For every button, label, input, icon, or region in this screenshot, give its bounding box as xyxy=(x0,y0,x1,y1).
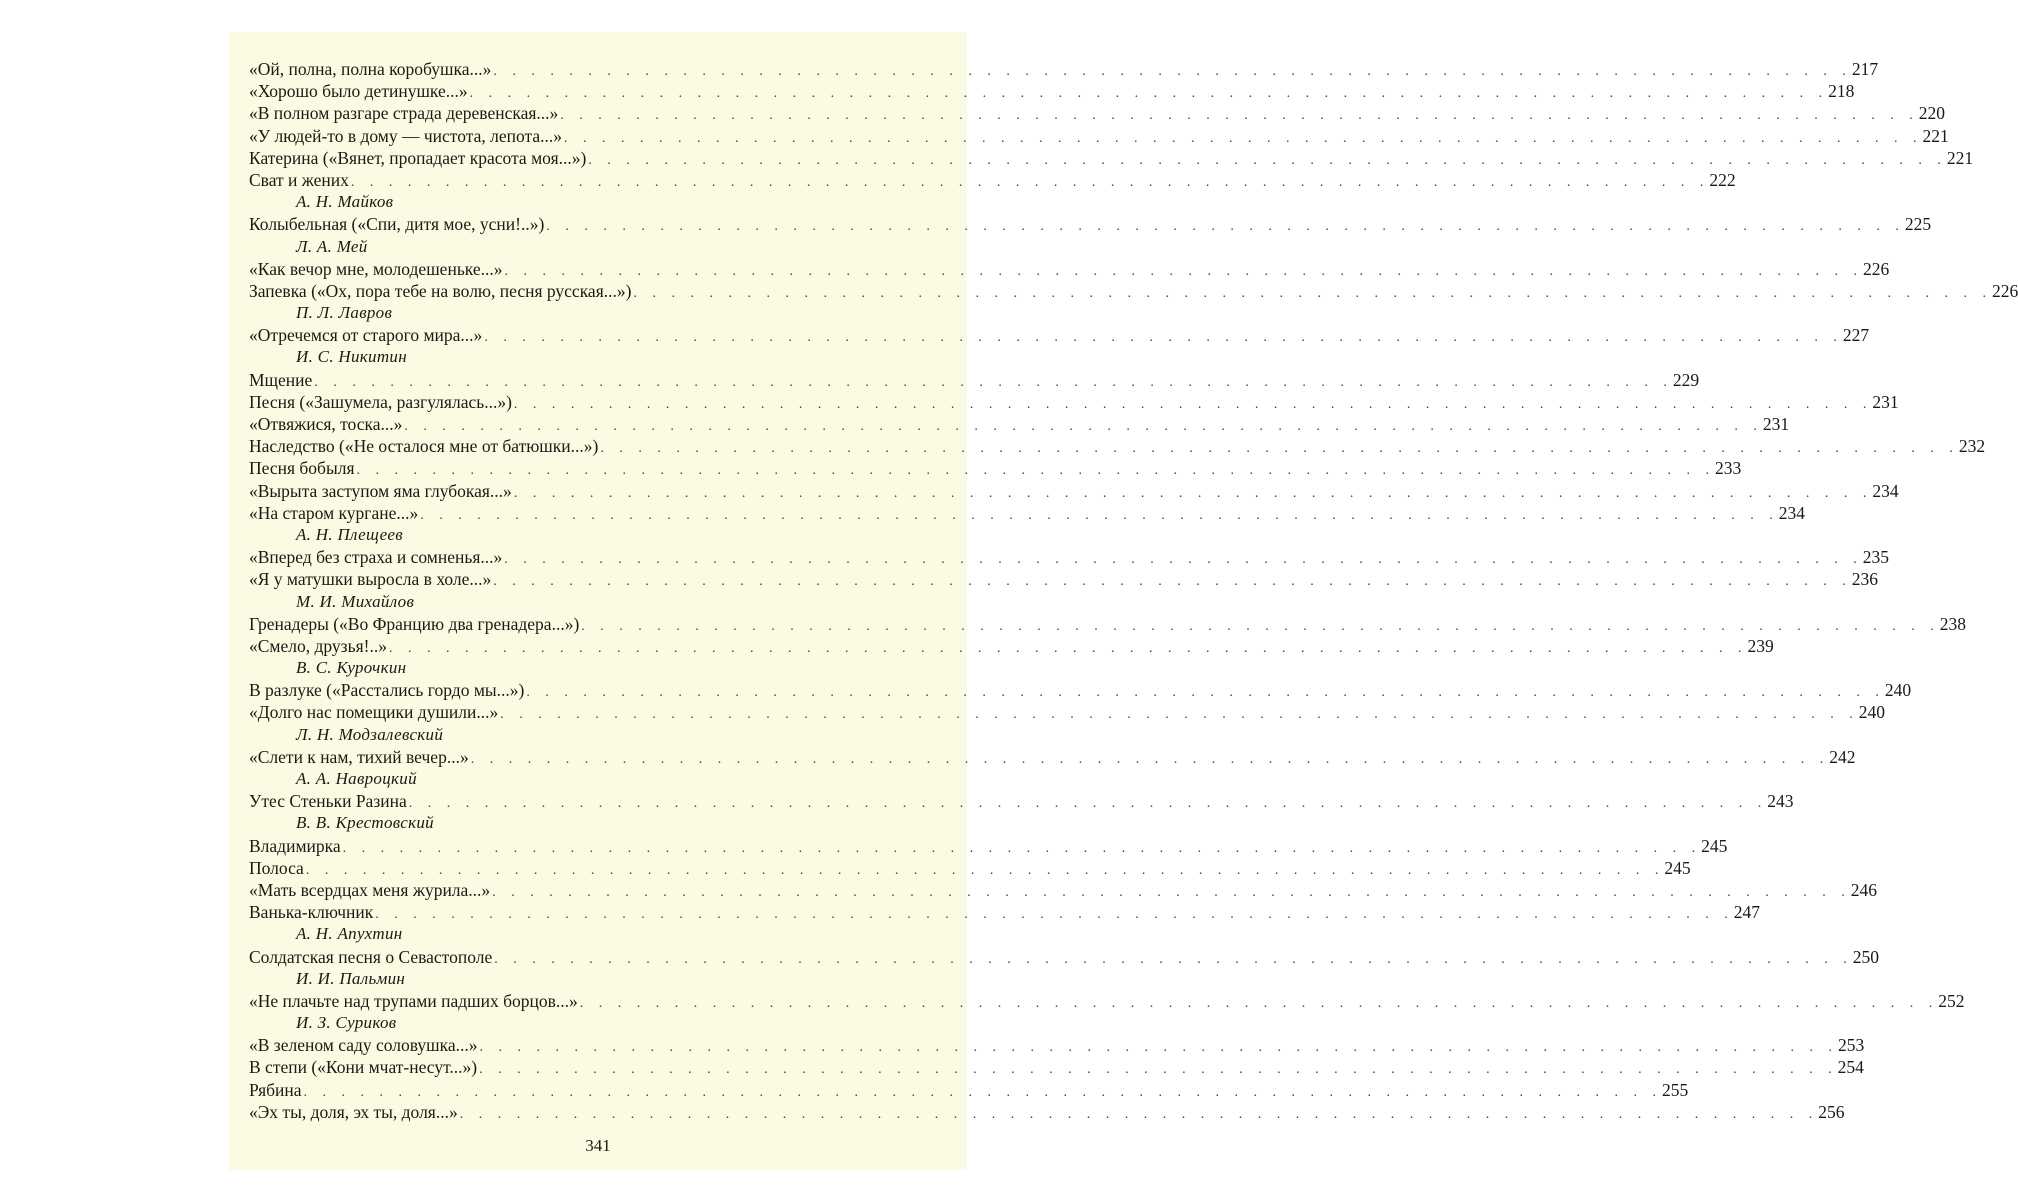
entry-page-number: 252 xyxy=(1938,990,1965,1011)
toc-entry xyxy=(249,635,1774,657)
dot-leader: . . . . . . . . . . . . . . . . . . . . . . . . . . . . . . . . . . . . . . . . . . . . . . . . . . . . . . . . . . . . . . . . . . . . . . . . xyxy=(581,618,1940,634)
dot-leader: . . . . . . . . . . . . . . . . . . . . . . . . . . . . . . . . . . . . . . . . . . . . . . . . . . . . . . . . . . . . . . . . . . . . . . . . xyxy=(470,751,1830,767)
dot-leader: . . . . . . . . . . . . . . . . . . . . . . . . . . . . . . . . . . . . . . . . . . . . . . . . . . . . . . . . . . . . . . . . . . . . . . . . xyxy=(564,130,1923,146)
dot-leader: . . . . . . . . . . . . . . . . . . . . . . . . . . . . . . . . . . . . . . . . . . . . . . . . . . . . . . . . . . . . . . . . . . . . . . . . xyxy=(560,108,1919,124)
toc-entry xyxy=(249,701,1886,723)
entry-title: Колыбельная («Спи, дитя мое, усни!..») xyxy=(249,214,545,235)
dot-leader: . . . . . . . . . . . . . . . . . . . . . . . . . . . . . . . . . . . . . . . . . . . . . . . . . . . . . . . . . . . . . . . . . . . . . . . . xyxy=(356,463,1715,479)
dot-leader: . . . . . . . . . . . . . . . . . . . . . . . . . . . . . . . . . . . . . . . . . . . . . . . . . . . . . . . . . . . . . . . . . . . . . . . . xyxy=(546,219,1905,235)
dot-leader: . . . . . . . . . . . . . . . . . . . . . . . . . . . . . . . . . . . . . . . . . . . . . . . . . . . . . . . . . . . . . . . . . . . . . . . . xyxy=(342,840,1702,856)
entry-page-number: 256 xyxy=(1818,1101,1845,1122)
toc-entry xyxy=(249,480,1899,502)
entry-title: В разлуке («Расстались гордо мы...») xyxy=(249,680,525,701)
entry-title: Владимирка xyxy=(249,835,341,856)
toc-entry xyxy=(249,746,1856,768)
author-heading xyxy=(249,346,865,368)
entry-title: «В зеленом саду соловушка...» xyxy=(249,1035,478,1056)
dot-leader: . . . . . . . . . . . . . . . . . . . . . . . . . . . . . . . . . . . . . . . . . . . . . . . . . . . . . . . . . . . . . . . . . . . . . . . . xyxy=(504,552,1863,568)
entry-title: «Эх ты, доля, эх ты, доля...» xyxy=(249,1101,458,1122)
author-name: Л. А. Мей xyxy=(296,236,368,256)
toc-entry xyxy=(249,58,1879,80)
toc-entry xyxy=(249,546,1890,568)
entry-title: В степи («Кони мчат-несут...») xyxy=(249,1057,478,1078)
toc-entry xyxy=(249,1034,1865,1056)
toc-entry xyxy=(249,213,1932,235)
dot-leader: . . . . . . . . . . . . . . . . . . . . . . . . . . . . . . . . . . . . . . . . . . . . . . . . . . . . . . . . . . . . . . . . . . . . . . . . xyxy=(420,507,1779,523)
entry-page-number: 218 xyxy=(1828,81,1855,102)
author-heading xyxy=(249,657,865,679)
entry-title: «Хорошо было детинушке...» xyxy=(249,81,468,102)
entry-page-number: 243 xyxy=(1767,791,1794,812)
author-name: Л. Н. Модзалевский xyxy=(296,724,444,744)
author-name: В. С. Курочкин xyxy=(296,658,407,678)
entry-page-number: 221 xyxy=(1922,125,1949,146)
entry-title: Запевка («Ох, пора тебе на волю, песня русская...») xyxy=(249,280,632,301)
entry-title: «Слети к нам, тихий вечер...» xyxy=(249,746,469,767)
entry-page-number: 232 xyxy=(1958,436,1986,457)
author-heading xyxy=(249,302,865,324)
toc-entry xyxy=(249,435,1986,457)
entry-page-number: 242 xyxy=(1829,746,1856,767)
entry-title: «Вперед без страха и сомненья...» xyxy=(249,547,503,568)
entry-page-number: 227 xyxy=(1842,325,1870,346)
entry-page-number: 226 xyxy=(1863,258,1890,279)
dot-leader: . . . . . . . . . . . . . . . . . . . . . . . . . . . . . . . . . . . . . . . . . . . . . . . . . . . . . . . . . . . . . . . . . . . . . . . . xyxy=(633,285,1992,301)
entry-title: «Долго нас помещики душили...» xyxy=(249,702,499,723)
dot-leader: . . . . . . . . . . . . . . . . . . . . . . . . . . . . . . . . . . . . . . . . . . . . . . . . . . . . . . . . . . . . . . . . . . . . . . . . xyxy=(305,862,1665,878)
author-name: В. В. Крестовский xyxy=(296,813,434,833)
toc-entry xyxy=(249,369,1700,391)
entry-title: «Отречемся от старого мира...» xyxy=(249,325,483,346)
toc-entry xyxy=(249,125,1949,147)
entry-title: Солдатская песня о Севастополе xyxy=(249,946,493,967)
dot-leader: . . . . . . . . . . . . . . . . . . . . . . . . . . . . . . . . . . . . . . . . . . . . . . . . . . . . . . . . . . . . . . . . . . . . . . . . xyxy=(469,86,1829,102)
author-name: И. С. Никитин xyxy=(296,347,407,367)
entry-page-number: 231 xyxy=(1762,414,1790,434)
entry-page-number: 240 xyxy=(1884,680,1912,701)
toc-entry xyxy=(249,258,1890,280)
entry-title: Гренадеры («Во Францию два гренадера...») xyxy=(249,613,580,634)
author-name: А. Н. Апухтин xyxy=(296,924,403,944)
entry-page-number: 250 xyxy=(1852,946,1879,967)
dot-leader: . . . . . . . . . . . . . . . . . . . . . . . . . . . . . . . . . . . . . . . . . . . . . . . . . . . . . . . . . . . . . . . . . . . . . . . . xyxy=(513,485,1873,501)
entry-page-number: 253 xyxy=(1838,1035,1865,1056)
dot-leader: . . . . . . . . . . . . . . . . . . . . . . . . . . . . . . . . . . . . . . . . . . . . . . . . . . . . . . . . . . . . . . . . . . . . . . . . xyxy=(350,174,1710,190)
entry-title: «Как вечор мне, молодешеньке...» xyxy=(249,258,503,279)
entry-page-number: 229 xyxy=(1672,369,1700,390)
entry-title: «Ой, полна, полна коробушка...» xyxy=(249,59,492,79)
entry-title: Ванька-ключник xyxy=(249,902,374,923)
entry-title: Песня («Зашумела, разгулялась...») xyxy=(249,391,512,412)
entry-page-number: 234 xyxy=(1872,480,1899,501)
entry-page-number: 245 xyxy=(1664,857,1691,878)
dot-leader: . . . . . . . . . . . . . . . . . . . . . . . . . . . . . . . . . . . . . . . . . . . . . . . . . . . . . . . . . . . . . . . . . . . . . . . . xyxy=(494,951,1853,967)
entry-title: «На старом кургане...» xyxy=(249,502,419,523)
dot-leader: . . . . . . . . . . . . . . . . . . . . . . . . . . . . . . . . . . . . . . . . . . . . . . . . . . . . . . . . . . . . . . . . . . . . . . . . xyxy=(493,574,1852,590)
toc-entry xyxy=(249,946,1879,968)
dot-leader: . . . . . . . . . . . . . . . . . . . . . . . . . . . . . . . . . . . . . . . . . . . . . . . . . . . . . . . . . . . . . . . . . . . . . . . . xyxy=(493,64,1852,79)
entry-title: «Не плачьте над трупами падших борцов...» xyxy=(249,990,578,1011)
dot-leader: . . . . . . . . . . . . . . . . . . . . . . . . . . . . . . . . . . . . . . . . . . . . . . . . . . . . . . . . . . . . . . . . . . . . . . . . xyxy=(579,995,1939,1011)
author-heading xyxy=(249,923,865,945)
entry-page-number: 221 xyxy=(1946,147,1974,168)
author-heading xyxy=(249,768,865,790)
author-heading xyxy=(249,524,865,546)
author-heading xyxy=(249,191,865,213)
table-of-contents xyxy=(249,58,2018,1123)
entry-page-number: 217 xyxy=(1851,59,1879,79)
dot-leader: . . . . . . . . . . . . . . . . . . . . . . . . . . . . . . . . . . . . . . . . . . . . . . . . . . . . . . . . . . . . . . . . . . . . . . . . xyxy=(375,907,1734,923)
toc-entry xyxy=(249,502,1805,524)
toc-entry xyxy=(249,391,1899,413)
dot-leader: . . . . . . . . . . . . . . . . . . . . . . . . . . . . . . . . . . . . . . . . . . . . . . . . . . . . . . . . . . . . . . . . . . . . . . . . xyxy=(500,707,1859,723)
author-heading xyxy=(249,968,865,990)
toc-entry xyxy=(249,835,1728,857)
book-page xyxy=(229,32,2018,1170)
entry-title: Наследство («Не осталося мне от батюшки...») xyxy=(249,436,599,457)
toc-entry xyxy=(249,280,2018,302)
toc-entry xyxy=(249,324,1870,346)
author-heading xyxy=(249,1012,865,1034)
dot-leader: . . . . . . . . . . . . . . . . . . . . . . . . . . . . . . . . . . . . . . . . . . . . . . . . . . . . . . . . . . . . . . . . . . . . . . . . xyxy=(314,374,1673,390)
dot-leader: . . . . . . . . . . . . . . . . . . . . . . . . . . . . . . . . . . . . . . . . . . . . . . . . . . . . . . . . . . . . . . . . . . . . . . . . xyxy=(504,263,1864,279)
toc-entry xyxy=(249,413,1790,435)
entry-title: Рябина xyxy=(249,1079,302,1100)
entry-title: «Вырыта заступом яма глубокая...» xyxy=(249,480,512,501)
author-name: П. Л. Лавров xyxy=(296,303,393,323)
dot-leader: . . . . . . . . . . . . . . . . . . . . . . . . . . . . . . . . . . . . . . . . . . . . . . . . . . . . . . . . . . . . . . . . . . . . . . . . xyxy=(388,640,1748,656)
toc-entry xyxy=(249,790,1794,812)
dot-leader: . . . . . . . . . . . . . . . . . . . . . . . . . . . . . . . . . . . . . . . . . . . . . . . . . . . . . . . . . . . . . . . . . . . . . . . . xyxy=(479,1040,1839,1056)
author-name: М. И. Михайлов xyxy=(296,591,415,611)
entry-page-number: 222 xyxy=(1709,169,1736,190)
dot-leader: . . . . . . . . . . . . . . . . . . . . . . . . . . . . . . . . . . . . . . . . . . . . . . . . . . . . . . . . . . . . . . . . . . . . . . . . xyxy=(303,1084,1663,1100)
author-name: И. И. Пальмин xyxy=(296,968,406,988)
toc-entry xyxy=(249,568,1879,590)
author-heading xyxy=(249,812,865,834)
toc-entry xyxy=(249,1079,1689,1101)
toc-entry xyxy=(249,679,1912,701)
entry-page-number: 254 xyxy=(1837,1057,1864,1078)
entry-title: Песня бобыля xyxy=(249,458,355,479)
author-name: И. З. Суриков xyxy=(296,1013,397,1033)
entry-page-number: 226 xyxy=(1991,280,2018,301)
toc-entry xyxy=(249,147,1974,169)
entry-title: «Мать всердцах меня журила...» xyxy=(249,879,491,900)
dot-leader: . . . . . . . . . . . . . . . . . . . . . . . . . . . . . . . . . . . . . . . . . . . . . . . . . . . . . . . . . . . . . . . . . . . . . . . . xyxy=(526,685,1885,701)
author-name: А. А. Навроцкий xyxy=(296,769,417,788)
entry-page-number: 234 xyxy=(1778,502,1805,523)
dot-leader: . . . . . . . . . . . . . . . . . . . . . . . . . . . . . . . . . . . . . . . . . . . . . . . . . . . . . . . . . . . . . . . . . . . . . . . . xyxy=(492,884,1851,900)
author-name: А. Н. Плещеев xyxy=(296,524,403,544)
entry-page-number: 247 xyxy=(1733,902,1761,923)
toc-entry xyxy=(249,102,1946,124)
entry-title: «Я у матушки выросла в холе...» xyxy=(249,569,492,590)
toc-entry xyxy=(249,857,1691,879)
entry-page-number: 233 xyxy=(1715,458,1742,479)
entry-page-number: 235 xyxy=(1862,547,1890,568)
toc-entry xyxy=(249,1056,1864,1078)
entry-title: Сват и жених xyxy=(249,169,349,190)
entry-page-number: 236 xyxy=(1851,569,1879,590)
entry-title: «Отвяжися, тоска...» xyxy=(249,414,403,434)
entry-title: «Смело, друзья!..» xyxy=(249,635,387,656)
entry-page-number: 246 xyxy=(1850,879,1877,900)
author-heading xyxy=(249,724,865,746)
dot-leader: . . . . . . . . . . . . . . . . . . . . . . . . . . . . . . . . . . . . . . . . . . . . . . . . . . . . . . . . . . . . . . . . . . . . . . . . xyxy=(513,396,1873,412)
toc-entry xyxy=(249,457,1742,479)
entry-title: «В полном разгаре страда деревенская...» xyxy=(249,103,559,124)
toc-entry xyxy=(249,1101,1845,1123)
entry-page-number: 238 xyxy=(1939,613,1967,634)
dot-leader: . . . . . . . . . . . . . . . . . . . . . . . . . . . . . . . . . . . . . . . . . . . . . . . . . . . . . . . . . . . . . . . . . . . . . . . . xyxy=(408,796,1768,812)
entry-page-number: 225 xyxy=(1904,214,1932,235)
entry-title: Утес Стеньки Разина xyxy=(249,791,407,812)
entry-title: Полоса xyxy=(249,857,304,878)
entry-page-number: 255 xyxy=(1662,1079,1689,1100)
entry-page-number: 240 xyxy=(1858,702,1886,723)
toc-entry xyxy=(249,990,1965,1012)
entry-title: Катерина («Вянет, пропадает красота моя...») xyxy=(249,147,587,168)
entry-title: Мщение xyxy=(249,369,313,390)
dot-leader: . . . . . . . . . . . . . . . . . . . . . . . . . . . . . . . . . . . . . . . . . . . . . . . . . . . . . . . . . . . . . . . . . . . . . . . . xyxy=(479,1062,1838,1078)
page-number: 341 xyxy=(585,1136,611,1155)
dot-leader: . . . . . . . . . . . . . . . . . . . . . . . . . . . . . . . . . . . . . . . . . . . . . . . . . . . . . . . . . . . . . . . . . . . . . . . . xyxy=(484,330,1843,346)
toc-entry xyxy=(249,901,1761,923)
toc-entry xyxy=(249,169,1736,191)
toc-entry xyxy=(249,613,1967,635)
entry-title: «У людей-то в дому — чистота, лепота...» xyxy=(249,125,563,146)
toc-entry xyxy=(249,879,1877,901)
entry-page-number: 245 xyxy=(1701,835,1728,856)
author-heading xyxy=(249,591,865,613)
entry-page-number: 220 xyxy=(1918,103,1946,124)
dot-leader: . . . . . . . . . . . . . . . . . . . . . . . . . . . . . . . . . . . . . . . . . . . . . . . . . . . . . . . . . . . . . . . . . . . . . . . . xyxy=(588,152,1947,168)
entry-page-number: 231 xyxy=(1872,391,1899,412)
dot-leader: . . . . . . . . . . . . . . . . . . . . . . . . . . . . . . . . . . . . . . . . . . . . . . . . . . . . . . . . . . . . . . . . . . . . . . . . xyxy=(404,419,1763,434)
toc-entry xyxy=(249,80,1855,102)
entry-page-number: 239 xyxy=(1747,635,1774,656)
author-heading xyxy=(249,236,865,258)
dot-leader: . . . . . . . . . . . . . . . . . . . . . . . . . . . . . . . . . . . . . . . . . . . . . . . . . . . . . . . . . . . . . . . . . . . . . . . . xyxy=(600,441,1959,457)
dot-leader: . . . . . . . . . . . . . . . . . . . . . . . . . . . . . . . . . . . . . . . . . . . . . . . . . . . . . . . . . . . . . . . . . . . . . . . . xyxy=(459,1106,1819,1122)
author-name: А. Н. Майков xyxy=(296,192,394,212)
